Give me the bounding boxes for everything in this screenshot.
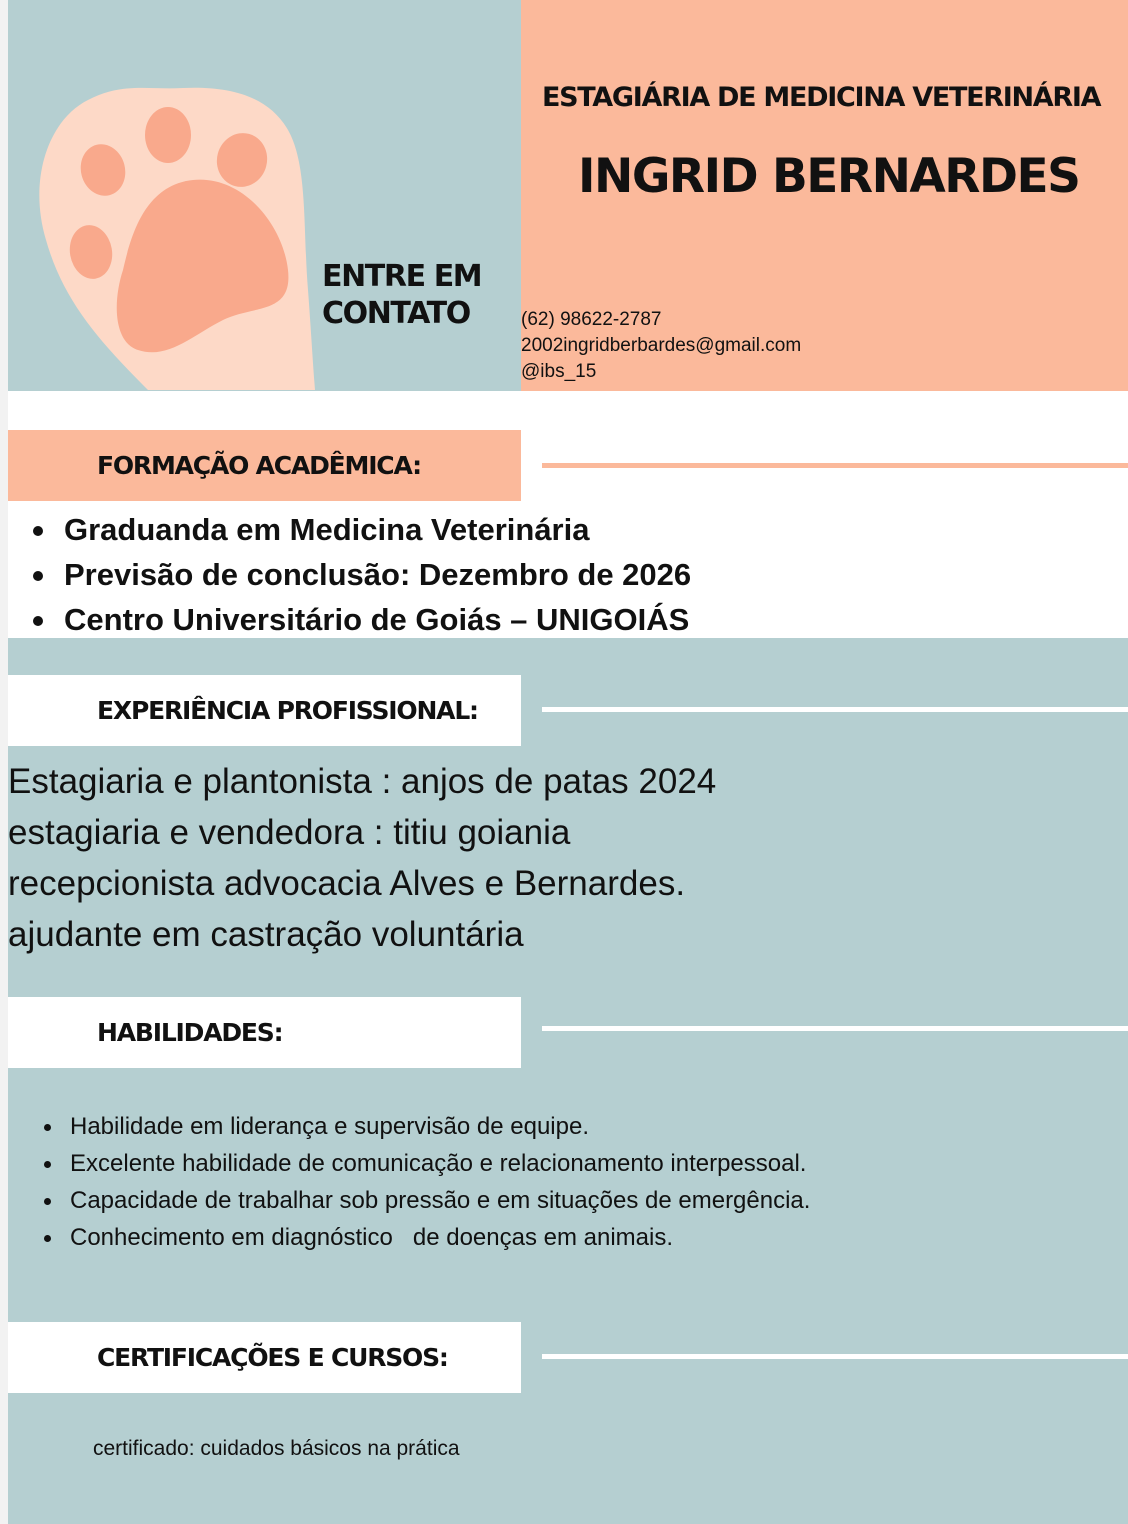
contact-heading-line1: ENTRE EM — [322, 259, 482, 294]
skills-heading: HABILIDADES: — [8, 997, 521, 1068]
list-item: estagiaria e vendedora : titiu goiania — [8, 813, 571, 852]
certifications-rule — [542, 1354, 1128, 1359]
experience-list — [8, 756, 1008, 960]
contact-heading-line2: CONTATO — [322, 296, 470, 331]
contact-email: 2002ingridberbardes@gmail.com — [521, 335, 802, 356]
list-item: Estagiaria e plantonista : anjos de patas 2024 — [8, 762, 717, 801]
certifications-heading: CERTIFICAÇÕES E CURSOS: — [8, 1322, 521, 1393]
list-item: Graduanda em Medicina Veterinária — [30, 507, 1030, 552]
list-item: recepcionista advocacia Alves e Bernardes. — [8, 864, 686, 903]
list-item: Previsão de conclusão: Dezembro de 2026 — [30, 552, 1030, 597]
person-name: INGRID BERNARDES — [578, 149, 1080, 204]
page-left-edge — [0, 0, 8, 1524]
contact-instagram: @ibs_15 — [521, 361, 597, 382]
list-item: Habilidade em liderança e supervisão de equipe. — [40, 1108, 1100, 1145]
certification-item: certificado: cuidados básicos na prática — [93, 1437, 460, 1460]
education-rule — [542, 463, 1128, 468]
experience-heading: EXPERIÊNCIA PROFISSIONAL: — [8, 675, 521, 746]
list-item: Excelente habilidade de comunicação e relacionamento interpessoal. — [40, 1145, 1100, 1182]
contact-heading — [322, 258, 512, 332]
paw-icon — [8, 0, 521, 391]
list-item: Capacidade de trabalhar sob pressão e em situações de emergência. — [40, 1182, 1100, 1219]
list-item: Conhecimento em diagnóstico de doenças em animais. — [40, 1219, 1100, 1256]
education-heading: FORMAÇÃO ACADÊMICA: — [8, 430, 521, 501]
contact-phone: (62) 98622-2787 — [521, 309, 662, 330]
list-item: Centro Universitário de Goiás – UNIGOIÁS — [30, 597, 1030, 642]
skills-rule — [542, 1026, 1128, 1031]
header-left-panel — [8, 0, 521, 391]
skills-list — [40, 1108, 1100, 1256]
experience-rule — [542, 707, 1128, 712]
education-list — [30, 507, 1030, 642]
job-title: ESTAGIÁRIA DE MEDICINA VETERINÁRIA — [542, 82, 1101, 113]
list-item: ajudante em castração voluntária — [8, 915, 524, 954]
